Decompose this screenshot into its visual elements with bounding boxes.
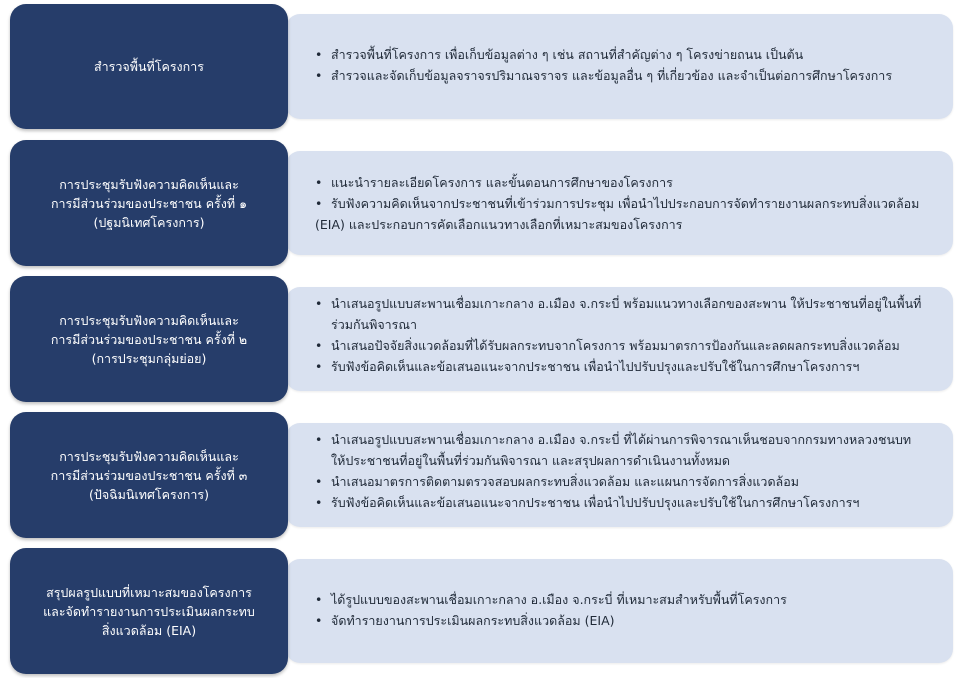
step-5-bullet-1 bbox=[315, 589, 939, 610]
step-1-bullet-list bbox=[315, 44, 939, 86]
step-2-label-box bbox=[10, 140, 288, 266]
bullet-text-line: • รับฟังข้อคิดเห็นและข้อเสนอแนะจากประชาชน เพื่อนำไปปรับปรุงและปรับใช้ในการศึกษาโครงการฯ bbox=[331, 359, 860, 374]
step-1-label-box bbox=[10, 4, 288, 129]
step-5-label-line: และจัดทำรายงานการประเมินผลกระทบ bbox=[43, 603, 255, 619]
step-2-bullet-list bbox=[315, 172, 939, 235]
step-4-bullet-3 bbox=[315, 492, 939, 513]
bullet-text-line: • จัดทำรายงานการประเมินผลกระทบสิ่งแวดล้อม (EIA) bbox=[331, 613, 615, 628]
step-5-bullet-2 bbox=[315, 610, 939, 631]
step-3-bullet-list bbox=[315, 293, 939, 377]
process-step-3 bbox=[10, 276, 953, 402]
step-4-label-box bbox=[10, 412, 288, 538]
bullet-text-line: • นำเสนอรูปแบบสะพานเชื่อมเกาะกลาง อ.เมือง จ.กระบี่ ที่ได้ผ่านการพิจารณาเห็นชอบจากกรมทางหลวงชนบท bbox=[331, 432, 912, 447]
bullet-text-line: • สำรวจพื้นที่โครงการ เพื่อเก็บข้อมูลต่าง ๆ เช่น สถานที่สำคัญต่าง ๆ โครงข่ายถนน เป็นต้น bbox=[331, 47, 804, 62]
step-5-label-line: สรุปผลรูปแบบที่เหมาะสมของโครงการ bbox=[46, 584, 252, 600]
step-5-label-box bbox=[10, 548, 288, 674]
step-1-bullet-1 bbox=[315, 44, 939, 65]
bullet-text-line: • ได้รูปแบบของสะพานเชื่อมเกาะกลาง อ.เมือง จ.กระบี่ ที่เหมาะสมสำหรับพื้นที่โครงการ bbox=[331, 592, 787, 607]
step-5-bullet-list bbox=[315, 589, 939, 631]
bullet-text-line: • นำเสนอปัจจัยสิ่งแวดล้อมที่ได้รับผลกระทบจากโครงการ พร้อมมาตรการป้องกันและลดผลกระทบสิ่งแวดล้อม bbox=[331, 338, 900, 353]
process-step-5 bbox=[10, 548, 953, 674]
bullet-text-line: • สำรวจและจัดเก็บข้อมูลจราจรปริมาณจราจร และข้อมูลอื่น ๆ ที่เกี่ยวข้อง และจำเป็นต่อการศึกษาโครงการ bbox=[331, 68, 893, 83]
step-4-label-line: การประชุมรับฟังความคิดเห็นและ bbox=[59, 448, 239, 464]
bullet-text-line: ให้ประชาชนที่อยู่ในพื้นที่ร่วมกันพิจารณา และสรุปผลการดำเนินงานทั้งหมด bbox=[331, 453, 731, 468]
step-4-bullet-list bbox=[315, 429, 939, 513]
bullet-text-line: • แนะนำรายละเอียดโครงการ และขั้นตอนการศึกษาของโครงการ bbox=[331, 175, 673, 190]
step-3-label-line: การประชุมรับฟังความคิดเห็นและ bbox=[59, 312, 239, 328]
bullet-text-line: ร่วมกันพิจารณา bbox=[331, 317, 417, 332]
bullet-text-line: (EIA) และประกอบการคัดเลือกแนวทางเลือกที่เหมาะสมของโครงการ bbox=[315, 217, 683, 232]
step-2-bullet-2 bbox=[315, 193, 939, 235]
step-3-bullet-2 bbox=[315, 335, 939, 356]
step-2-label-line: การประชุมรับฟังความคิดเห็นและ bbox=[59, 176, 239, 192]
step-5-label-line: สิ่งแวดล้อม (EIA) bbox=[101, 622, 197, 638]
step-4-bullet-2 bbox=[315, 471, 939, 492]
step-2-label-line: การมีส่วนร่วมของประชาชน ครั้งที่ ๑ bbox=[50, 195, 248, 211]
step-3-bullet-3 bbox=[315, 356, 939, 377]
step-2-bullet-1 bbox=[315, 172, 939, 193]
process-step-2 bbox=[10, 140, 953, 266]
step-3-label-line: (การประชุมกลุ่มย่อย) bbox=[91, 350, 207, 366]
step-3-label-box bbox=[10, 276, 288, 402]
step-4-bullet-1 bbox=[315, 429, 939, 471]
bullet-text-line: • นำเสนอมาตรการติดตามตรวจสอบผลกระทบสิ่งแวดล้อม และแผนการจัดการสิ่งแวดล้อม bbox=[331, 474, 799, 489]
step-3-bullet-1 bbox=[315, 293, 939, 335]
process-step-1 bbox=[10, 4, 953, 129]
bullet-text-line: • นำเสนอรูปแบบสะพานเชื่อมเกาะกลาง อ.เมือง จ.กระบี่ พร้อมแนวทางเลือกของสะพาน ให้ประชาชนที่อยู่ในพื้นที่ bbox=[331, 296, 922, 311]
step-1-bullet-2 bbox=[315, 65, 939, 86]
step-3-label-line: การมีส่วนร่วมของประชาชน ครั้งที่ ๒ bbox=[50, 331, 248, 347]
bullet-text-line: • รับฟังความคิดเห็นจากประชาชนที่เข้าร่วมการประชุม เพื่อนำไปประกอบการจัดทำรายงานผลกระทบสิ่งแวดล้อม bbox=[331, 196, 920, 211]
step-4-label-line: (ปัจฉิมนิเทศโครงการ) bbox=[89, 486, 209, 502]
step-4-label-line: การมีส่วนร่วมของประชาชน ครั้งที่ ๓ bbox=[50, 467, 248, 483]
process-step-4 bbox=[10, 412, 953, 538]
step-1-label-line: สำรวจพื้นที่โครงการ bbox=[94, 59, 204, 74]
bullet-text-line: • รับฟังข้อคิดเห็นและข้อเสนอแนะจากประชาชน เพื่อนำไปปรับปรุงและปรับใช้ในการศึกษาโครงการฯ bbox=[331, 495, 860, 510]
step-2-label-line: (ปฐมนิเทศโครงการ) bbox=[93, 214, 205, 230]
